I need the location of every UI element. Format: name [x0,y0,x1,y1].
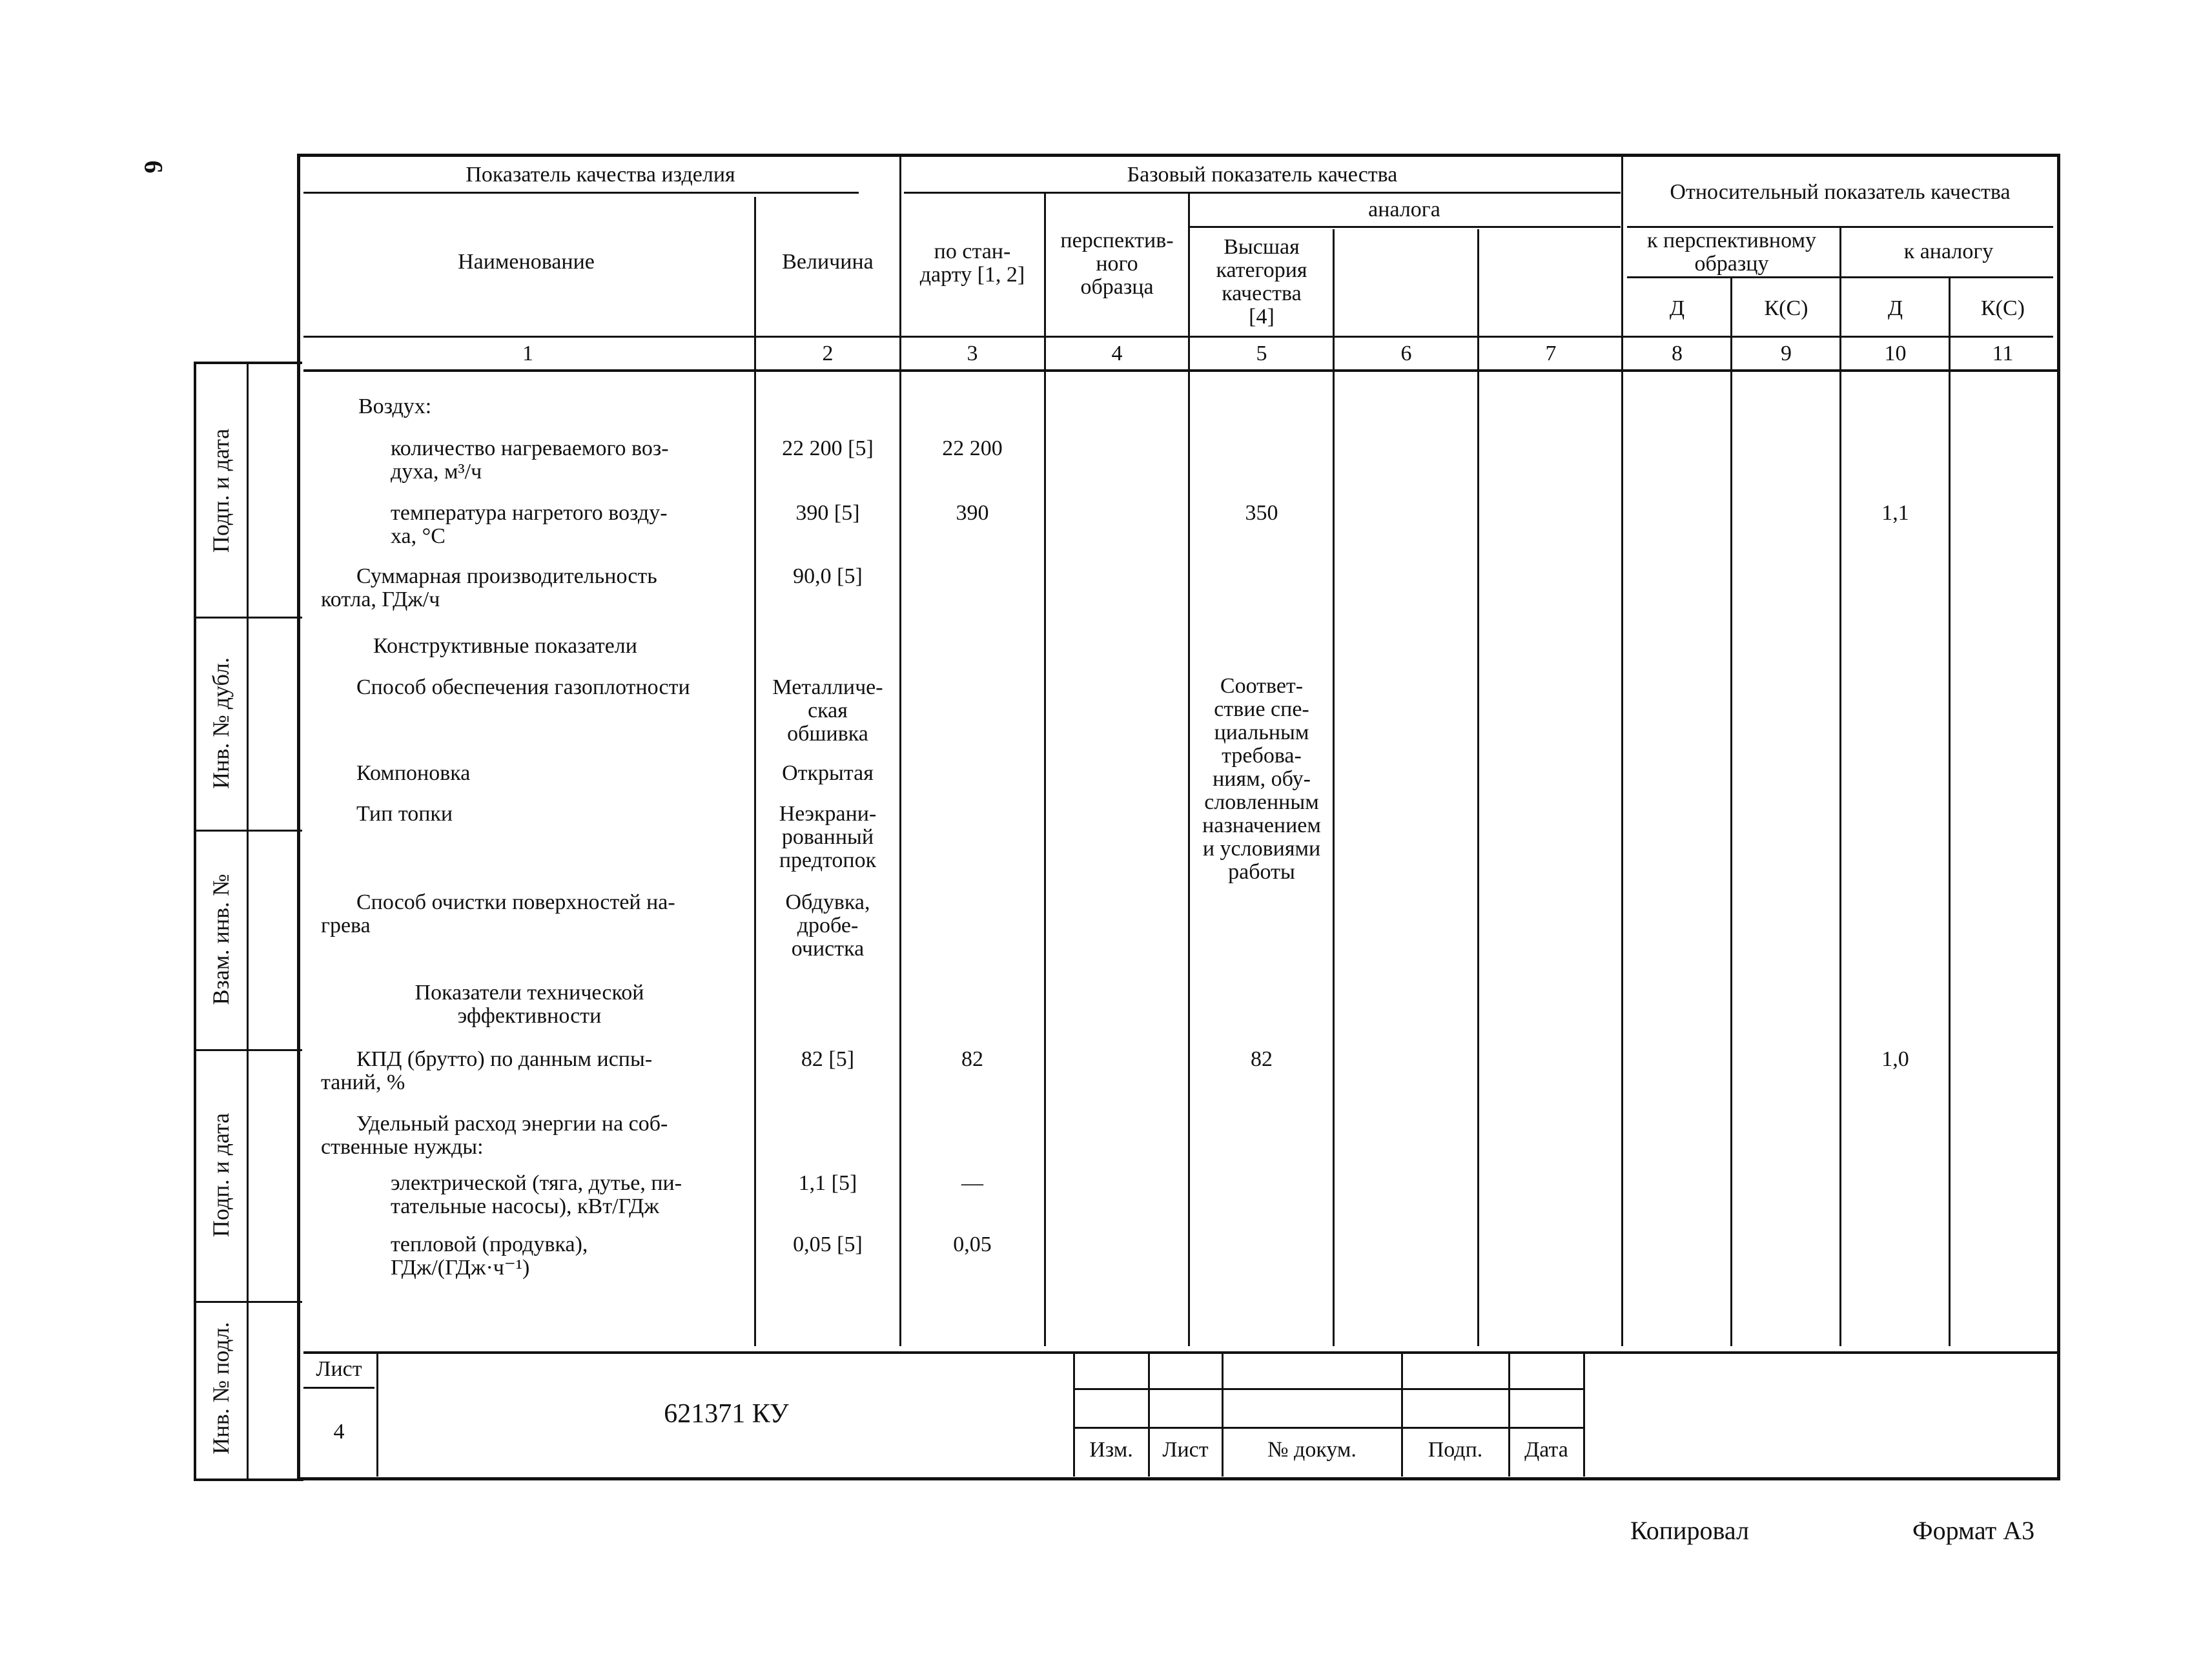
sheet-label: Лист [316,1357,362,1381]
col-number: 2 [822,342,834,365]
highest-note: Соответ- ствие спе- циальным требова- ниям, обу- словленным назначением и условиями работы [1202,674,1321,884]
col-number: 3 [967,342,978,365]
header-d2: Д [1887,296,1903,320]
row-value: 22 200 [5] [782,436,874,460]
col-number: 11 [1992,342,2014,365]
row-value: Металличе- ская обшивка [772,675,883,746]
header-col-value: Величина [782,250,874,274]
row-value: 82 [5] [801,1047,855,1071]
stamp-doc-no: № докум. [1267,1438,1357,1462]
side-label-sign-date-1: Подп. и дата [208,428,234,553]
footer-format: Формат А3 [1912,1516,2035,1545]
row-name: Воздух: [358,394,432,418]
row-name: Способ обеспечения газоплотности [356,675,690,699]
row-name: Компоновка [356,761,471,785]
col-number: 5 [1256,342,1267,365]
row-standard: — [961,1171,983,1195]
row-value: Неэкрани- рованный предтопок [779,802,877,872]
row-value: Обдувка, дробе- очистка [785,890,870,961]
stamp-sign: Подп. [1428,1438,1483,1462]
side-label-inv-dubl: Инв. № дубл. [208,657,234,789]
header-k1: К(С) [1764,296,1808,320]
header-rel-analog: к аналогу [1903,240,1994,263]
row-name: количество нагреваемого воз- духа, м³/ч [391,436,669,484]
stamp-izm: Изм. [1089,1438,1133,1462]
row-value: Открытая [782,761,874,785]
col-number: 9 [1781,342,1792,365]
sheet-number: 4 [333,1420,345,1444]
col-number: 1 [522,342,533,365]
row-value: 1,1 [5] [798,1171,857,1195]
stamp-date: Дата [1524,1438,1568,1462]
row-name: Суммарная производительность котла, ГДж/ч [321,564,657,611]
row-standard: 0,05 [953,1233,992,1256]
row-name: Способ очистки поверхностей на- грева [321,890,675,937]
row-name: температура нагретого возду- ха, °С [391,501,668,548]
row-section: Показатели технической эффективности [415,981,644,1028]
row-name: тепловой (продувка), ГДж/(ГДж·ч⁻¹) [391,1233,588,1280]
col-number: 7 [1545,342,1557,365]
row-value: 390 [5] [795,501,860,525]
row-section: Конструктивные показатели [373,634,637,658]
col-number: 4 [1111,342,1123,365]
row-standard: 82 [961,1047,983,1071]
col-number: 10 [1884,342,1907,365]
header-k2: К(С) [1981,296,2025,320]
row-name: Удельный расход энергии на соб- ственные нужды: [321,1112,668,1159]
side-label-inv-podl: Инв. № подл. [208,1322,234,1455]
row-standard: 22 200 [942,436,1003,460]
row-highest: 82 [1251,1047,1273,1071]
row-value: 0,05 [5] [793,1233,863,1256]
col-number: 6 [1400,342,1412,365]
row-name: Тип топки [356,802,453,826]
col-number: 8 [1672,342,1683,365]
header-col-highest: Высшая категория качества [4] [1216,235,1307,329]
header-col-name: Наименование [458,250,595,274]
document-code: 621371 КУ [664,1399,789,1429]
row-highest: 350 [1245,501,1278,525]
footer-copied: Копировал [1630,1516,1749,1545]
row-name: электрической (тяга, дутье, пи- тательные насосы), кВт/ГДж [391,1171,682,1218]
header-product: Показатель качества изделия [466,163,735,187]
header-relative: Относительный показатель качества [1670,180,2011,204]
row-name: КПД (брутто) по данным испы- таний, % [321,1047,653,1094]
header-analog: аналога [1368,198,1440,221]
row-rel-d2: 1,1 [1881,501,1909,525]
page-number: 6 [139,160,169,174]
header-rel-perspective: к перспективному образцу [1647,229,1816,276]
header-col-standard: по стан- дарту [1, 2] [919,240,1025,287]
header-base: Базовый показатель качества [1127,163,1398,187]
header-d1: Д [1669,296,1685,320]
row-rel-d2: 1,0 [1881,1047,1909,1071]
row-value: 90,0 [5] [793,564,863,588]
row-standard: 390 [956,501,989,525]
header-col-perspective: перспектив- ного образца [1060,229,1174,299]
stamp-list: Лист [1162,1438,1209,1462]
side-label-sign-date-2: Подп. и дата [208,1112,234,1238]
side-label-vzam-inv: Взам. инв. № [208,874,234,1005]
